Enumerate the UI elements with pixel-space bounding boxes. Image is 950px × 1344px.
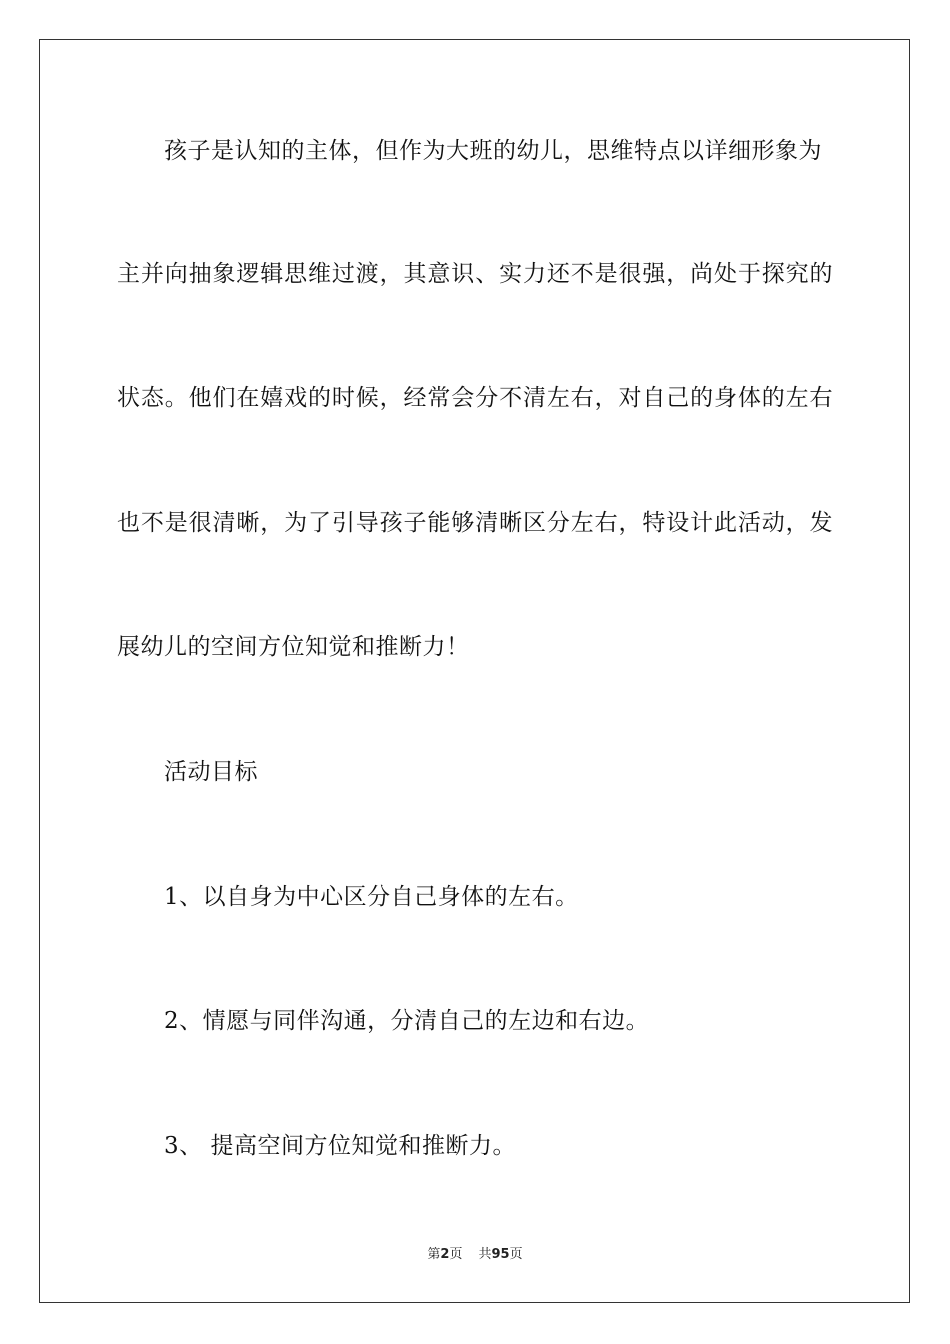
total-suffix: 页 [509,1247,523,1262]
page-suffix: 页 [449,1247,463,1262]
paragraph-line-3: 状态。他们在嬉戏的时候，经常会分不清左右，对自己的身体的左右 [117,385,833,411]
goal-item-3: 3、 提高空间方位知觉和推断力。 [164,1133,516,1159]
paragraph-line-4: 也不是很清晰，为了引导孩子能够清晰区分左右，特设计此活动，发 [117,510,833,536]
goal-item-1: 1、以自身为中心区分自己身体的左右。 [164,884,579,910]
total-pages: 95 [491,1247,510,1262]
goal-item-2: 2、情愿与同伴沟通，分清自己的左边和右边。 [164,1008,650,1034]
paragraph-line-2: 主并向抽象逻辑思维过渡，其意识、实力还不是很强，尚处于探究的 [117,261,833,287]
page-number: 2 [440,1247,450,1262]
total-prefix: 共 [478,1247,492,1262]
page-frame [39,39,910,1303]
paragraph-line-5: 展幼儿的空间方位知觉和推断力！ [117,634,470,660]
page-prefix: 第 [427,1247,441,1262]
section-heading: 活动目标 [164,759,258,785]
page-footer [0,1246,950,1264]
paragraph-line-1: 孩子是认知的主体，但作为大班的幼儿，思维特点以详细形象为 [164,138,822,164]
